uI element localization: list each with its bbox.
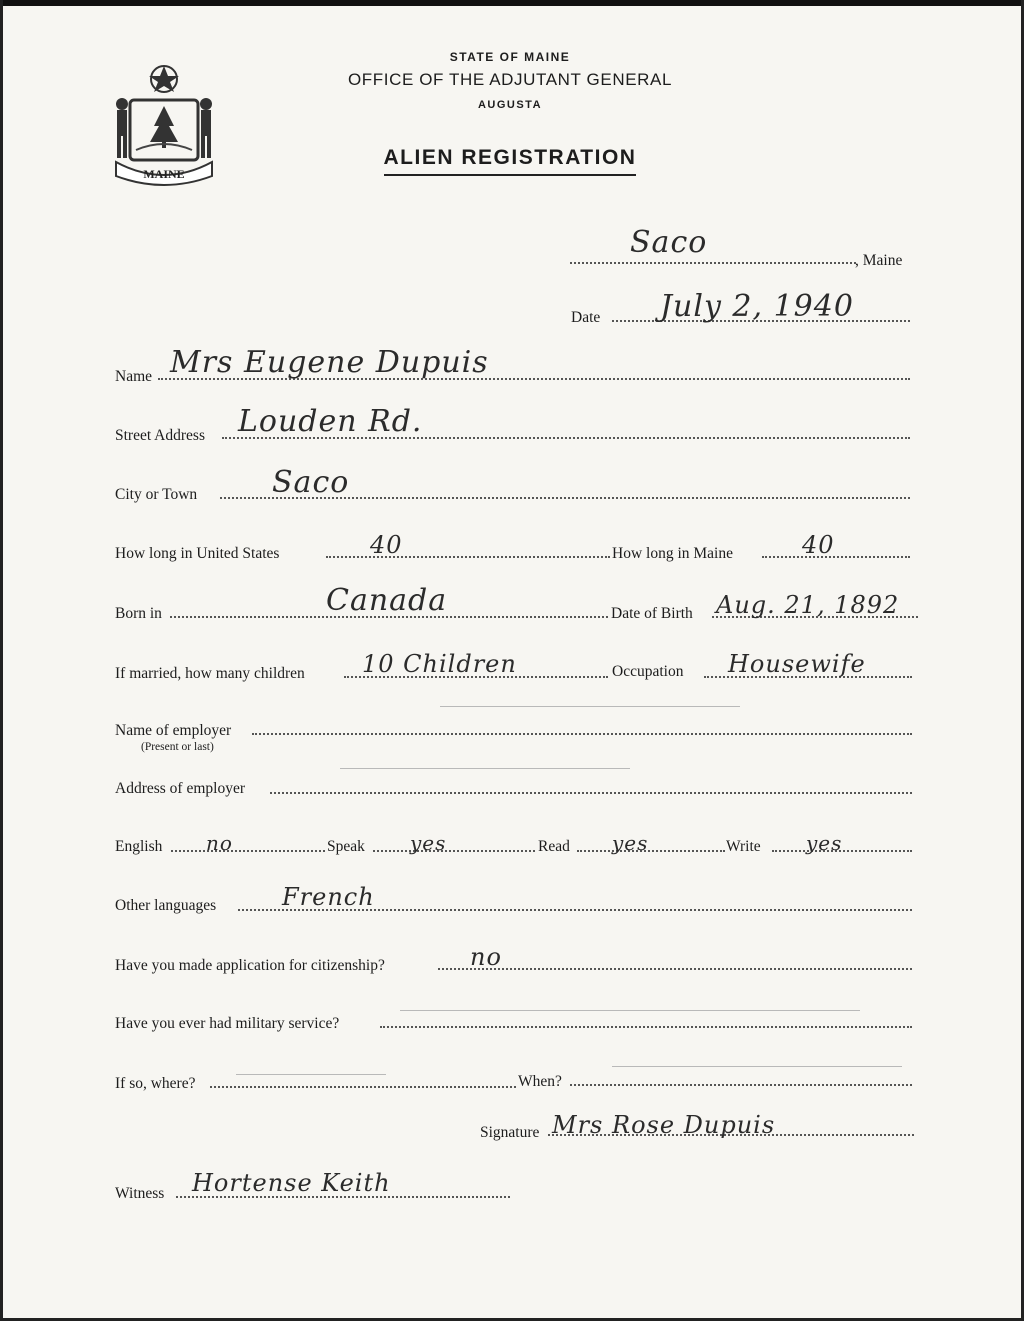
children-label: If married, how many children <box>115 665 305 682</box>
seal-banner-text: MAINE <box>143 167 185 181</box>
date-entry[interactable]: July 2, 1940 <box>660 289 854 324</box>
other-languages-label: Other languages <box>115 897 217 914</box>
page-top-edge <box>0 0 1024 6</box>
header-office: OFFICE OF THE ADJUTANT GENERAL <box>347 70 673 89</box>
when-line <box>570 1084 912 1086</box>
english-label: English <box>115 838 163 855</box>
how-long-maine-line <box>762 556 910 558</box>
write-entry[interactable]: yes <box>806 831 843 855</box>
street-entry[interactable]: Louden Rd. <box>238 404 423 439</box>
street-label: Street Address <box>115 427 205 444</box>
write-label: Write <box>726 838 761 855</box>
employer-address-line <box>270 792 912 794</box>
read-line <box>577 850 725 852</box>
english-entry[interactable]: no <box>206 831 233 855</box>
maine-label: , Maine <box>855 252 903 269</box>
when-blank <box>612 1066 902 1067</box>
date-label: Date <box>571 309 601 326</box>
name-entry[interactable]: Mrs Eugene Dupuis <box>170 345 489 380</box>
town-entry[interactable]: Saco <box>630 225 708 260</box>
header-city: AUGUSTA <box>477 99 543 111</box>
form-title-text: ALIEN REGISTRATION <box>384 146 637 176</box>
employer-address-label: Address of employer <box>115 780 245 797</box>
speak-label: Speak <box>327 838 365 855</box>
speak-entry[interactable]: yes <box>410 831 447 855</box>
where-label: If so, where? <box>115 1075 196 1092</box>
born-in-label: Born in <box>115 605 162 622</box>
signature-entry[interactable]: Mrs Rose Dupuis <box>552 1111 776 1139</box>
signature-label: Signature <box>480 1124 540 1141</box>
military-label: Have you ever had military service? <box>115 1015 340 1032</box>
employer-name-label: Name of employer <box>115 722 232 739</box>
witness-label: Witness <box>115 1185 165 1202</box>
city-entry[interactable]: Saco <box>272 465 350 500</box>
name-label: Name <box>115 368 153 385</box>
how-long-us-label: How long in United States <box>115 545 280 562</box>
where-line <box>210 1086 516 1088</box>
witness-entry[interactable]: Hortense Keith <box>192 1169 391 1197</box>
employer-name-sublabel: (Present or last) <box>141 741 214 753</box>
citizenship-label: Have you made application for citizenship? <box>115 957 385 974</box>
where-blank <box>236 1074 386 1075</box>
maine-state-seal-icon <box>108 62 220 190</box>
employer-name-blank <box>440 706 740 707</box>
military-blank <box>400 1010 860 1011</box>
citizenship-entry[interactable]: no <box>470 943 502 971</box>
how-long-us-line <box>326 556 610 558</box>
other-languages-entry[interactable]: French <box>282 883 375 911</box>
occupation-label: Occupation <box>612 663 684 680</box>
children-entry[interactable]: 10 Children <box>362 650 517 678</box>
when-label: When? <box>518 1073 562 1090</box>
how-long-us-entry[interactable]: 40 <box>370 531 403 559</box>
how-long-maine-label: How long in Maine <box>612 545 733 562</box>
city-label: City or Town <box>115 486 198 503</box>
employer-address-blank <box>340 768 630 769</box>
employer-name-line <box>252 733 912 735</box>
military-line <box>380 1026 912 1028</box>
date-of-birth-entry[interactable]: Aug. 21, 1892 <box>716 591 900 619</box>
town-line <box>570 262 856 264</box>
read-label: Read <box>538 838 570 855</box>
born-in-entry[interactable]: Canada <box>326 583 448 618</box>
citizenship-line <box>438 968 912 970</box>
date-of-birth-label: Date of Birth <box>611 605 693 622</box>
how-long-maine-entry[interactable]: 40 <box>802 531 835 559</box>
header-state: STATE OF MAINE <box>449 50 571 64</box>
english-line <box>171 850 325 852</box>
form-title <box>300 146 720 176</box>
page-left-edge <box>0 0 3 1321</box>
read-entry[interactable]: yes <box>612 831 649 855</box>
occupation-entry[interactable]: Housewife <box>728 650 866 678</box>
speak-line <box>373 850 535 852</box>
